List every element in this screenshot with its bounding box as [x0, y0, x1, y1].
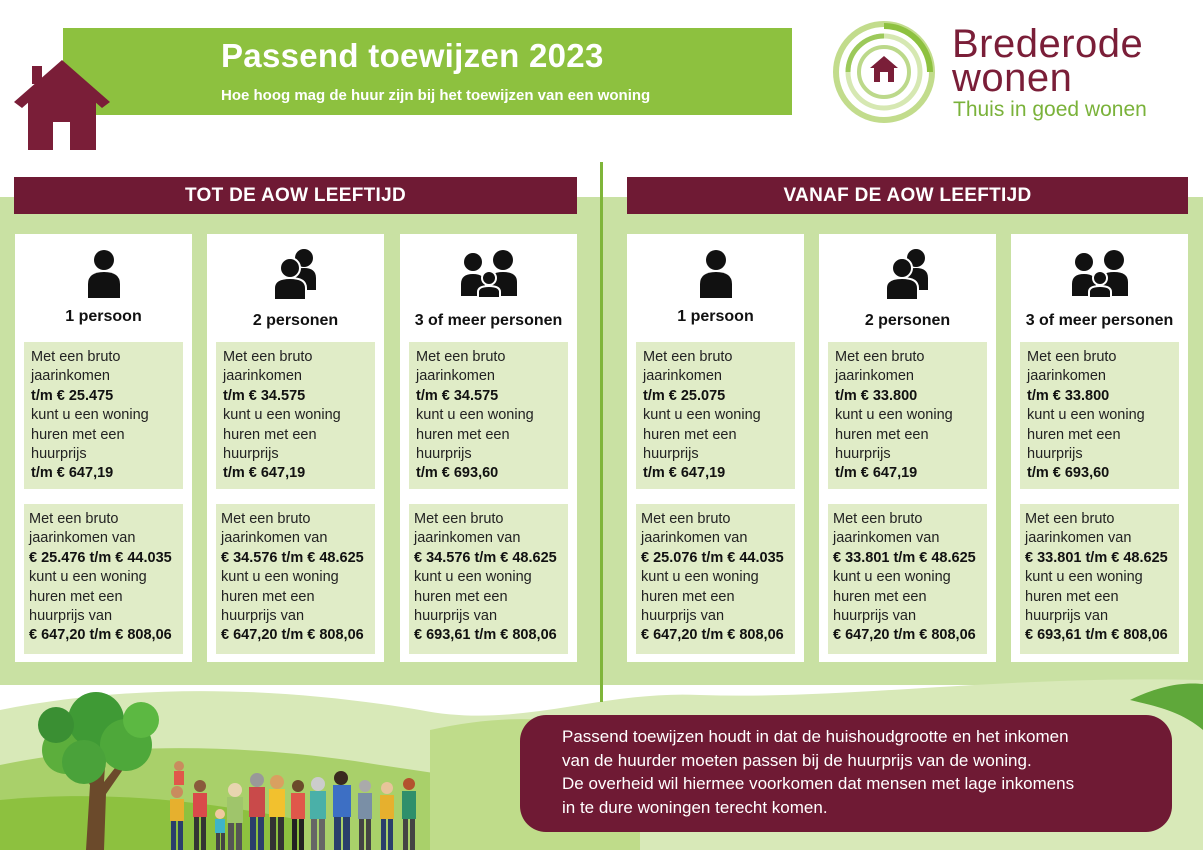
info-line-1: Passend toewijzen houdt in dat de huishoudgrootte en het inkomen — [562, 727, 1069, 746]
income-box-low: Met een bruto jaarinkomen t/m € 33.800 kunt u een woning huren met een huurprijs t/m € 647,19 — [828, 342, 987, 489]
card-before-aow-2-personen — [207, 234, 384, 662]
card-label: 3 of meer personen — [1025, 312, 1174, 329]
page-title: Passend toewijzen 2023 — [221, 37, 604, 74]
income-box-high: Met een bruto jaarinkomen van € 25.076 t/m € 44.035 kunt u een woning huren met een huurprijs van € 647,20 t/m € 808,06 — [636, 504, 795, 654]
two-persons-icon — [880, 248, 936, 304]
income-box-high: Met een bruto jaarinkomen van € 25.476 t/m € 44.035 kunt u een woning huren met een huurprijs van € 647,20 t/m € 808,06 — [24, 504, 183, 654]
income-box-low: Met een bruto jaarinkomen t/m € 33.800 kunt u een woning huren met een huurprijs t/m € 693,60 — [1020, 342, 1179, 489]
column-divider — [600, 162, 603, 702]
section-heading-after-aow: VANAF DE AOW LEEFTIJD — [627, 177, 1188, 214]
income-box-high: Met een bruto jaarinkomen van € 34.576 t/m € 48.625 kunt u een woning huren met een huurprijs van € 693,61 t/m € 808,06 — [409, 504, 568, 654]
logo-swirl-icon — [832, 20, 936, 124]
info-box — [520, 715, 1172, 832]
logo-tagline: Thuis in goed wonen — [953, 98, 1147, 121]
house-icon — [12, 58, 112, 152]
card-before-aow-1-persoon — [15, 234, 192, 662]
section-heading-before-aow: TOT DE AOW LEEFTIJD — [14, 177, 577, 214]
income-box-high: Met een bruto jaarinkomen van € 33.801 t/m € 48.625 kunt u een woning huren met een huurprijs van € 693,61 t/m € 808,06 — [1020, 504, 1179, 654]
title-banner — [63, 28, 792, 115]
card-after-aow-1-persoon — [627, 234, 804, 662]
card-label: 1 persoon — [677, 308, 754, 325]
brederode-wonen-logo — [832, 20, 1172, 124]
logo-name-line1: Brederode — [952, 22, 1144, 66]
tree-icon — [26, 690, 166, 850]
logo-name-line2: wonen — [952, 56, 1073, 100]
income-box-low: Met een bruto jaarinkomen t/m € 34.575 kunt u een woning huren met een huurprijs t/m € 693,60 — [409, 342, 568, 489]
info-line-3: De overheid wil hiermee voorkomen dat mensen met lage inkomens — [562, 774, 1075, 793]
family-icon — [459, 248, 519, 304]
single-person-icon — [688, 248, 744, 304]
card-label: 3 of meer personen — [414, 312, 563, 329]
family-icon — [1070, 248, 1130, 304]
info-line-2: van de huurder moeten passen bij de huurprijs van de woning. — [562, 750, 1032, 770]
income-box-low: Met een bruto jaarinkomen t/m € 34.575 kunt u een woning huren met een huurprijs t/m € 647,19 — [216, 342, 375, 489]
card-label: 1 persoon — [65, 308, 142, 325]
single-person-icon — [76, 248, 132, 304]
income-box-low: Met een bruto jaarinkomen t/m € 25.475 kunt u een woning huren met een huurprijs t/m € 647,19 — [24, 342, 183, 489]
income-box-low: Met een bruto jaarinkomen t/m € 25.075 kunt u een woning huren met een huurprijs t/m € 647,19 — [636, 342, 795, 489]
card-after-aow-3-personen — [1011, 234, 1188, 662]
card-after-aow-2-personen — [819, 234, 996, 662]
two-persons-icon — [268, 248, 324, 304]
income-box-high: Met een bruto jaarinkomen van € 33.801 t/m € 48.625 kunt u een woning huren met een huurprijs van € 647,20 t/m € 808,06 — [828, 504, 987, 654]
card-label: 2 personen — [864, 312, 951, 329]
people-group-illustration — [165, 752, 435, 850]
card-label: 2 personen — [252, 312, 339, 329]
page-subtitle: Hoe hoog mag de huur zijn bij het toewijzen van een woning — [221, 87, 651, 104]
info-line-4: in te dure woningen terecht komen. — [562, 797, 828, 817]
card-before-aow-3-personen — [400, 234, 577, 662]
income-box-high: Met een bruto jaarinkomen van € 34.576 t/m € 48.625 kunt u een woning huren met een huurprijs van € 647,20 t/m € 808,06 — [216, 504, 375, 654]
